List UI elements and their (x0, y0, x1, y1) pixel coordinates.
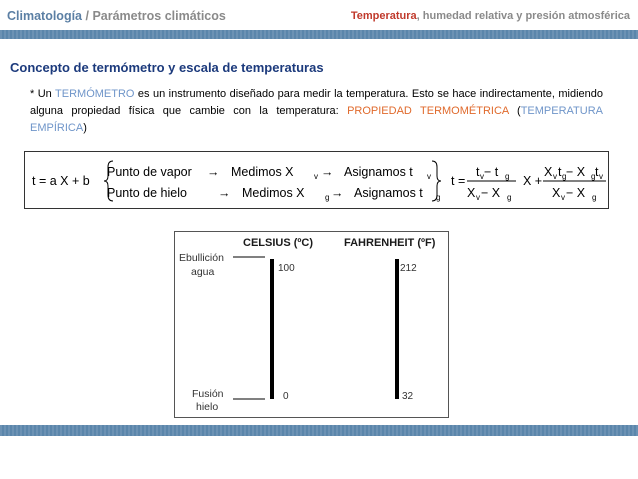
measure-vapor: Medimos X (231, 165, 294, 179)
arrow-icon: → (207, 165, 220, 179)
para-text-4: ) (83, 122, 87, 134)
frac2-num-d-sub: v (599, 172, 603, 181)
freezing-label-2: hielo (196, 401, 219, 413)
definition-paragraph (30, 86, 603, 137)
frac2-num-b-sub: g (562, 172, 567, 181)
frac1-den-op: − X (481, 186, 501, 200)
frac1-den-b-sub: g (507, 193, 512, 202)
frac2-num-c-sub: g (591, 172, 596, 181)
point-hielo: Punto de hielo (107, 186, 187, 200)
frac2-den-b-sub: g (592, 193, 597, 202)
linear-equation: t = a X + b (32, 174, 90, 188)
topic-rest: , humedad relativa y presión atmosférica (416, 10, 630, 22)
term-propiedad-termometrica: PROPIEDAD TERMOMÉTRICA (347, 105, 509, 117)
result-lhs: t = (451, 174, 466, 188)
topic-heading (351, 10, 630, 22)
boiling-label-2: agua (191, 266, 215, 278)
frac2-num-d: t (595, 165, 599, 179)
point-vapor: Punto de vapor (107, 165, 192, 179)
para-text-3: ( (508, 105, 521, 117)
celsius-high-value: 100 (278, 263, 295, 274)
measure-hielo-sub: g (325, 193, 330, 202)
para-text-1: * Un (30, 88, 56, 100)
section-title: Concepto de termómetro y escala de temperaturas (10, 60, 324, 75)
frac1-num-op: − t (484, 165, 499, 179)
frac2-den-a-sub: v (561, 193, 565, 202)
measure-vapor-sub: v (314, 172, 318, 181)
frac1-num-a: t (476, 165, 480, 179)
scale-svg (175, 232, 450, 419)
frac1-num-a-sub: v (480, 172, 484, 181)
arrow-icon: → (218, 186, 231, 200)
assign-hielo-sub: g (436, 193, 441, 202)
frac2-num-a-sub: v (553, 172, 557, 181)
frac2-den-op: − X (566, 186, 586, 200)
formula-svg (25, 152, 610, 210)
frac2-num-b: t (558, 165, 562, 179)
fahrenheit-low-value: 32 (402, 391, 414, 402)
frac1-den-a-sub: v (476, 193, 480, 202)
frac1-den-a: X (467, 186, 476, 200)
topic-accent: Temperatura (350, 10, 417, 22)
frac2-num-a: X (544, 165, 553, 179)
para-text-2: es un instrumento diseñado para medir la temperatura. Esto se hace indirectamente, midiendo alguna propiedad física que cambie con la temperatura: (30, 88, 603, 117)
freezing-label-1: Fusión (192, 388, 224, 400)
assign-vapor: Asignamos t (344, 165, 413, 179)
header (0, 0, 638, 30)
arrow-icon: → (331, 186, 344, 200)
mid-term: X + (523, 174, 543, 188)
fahrenheit-high-value: 212 (400, 263, 417, 274)
footer-bar (0, 425, 638, 436)
fahrenheit-bar (395, 259, 399, 399)
celsius-heading: CELSIUS (ºC) (243, 237, 314, 249)
frac1-num-b-sub: g (505, 172, 510, 181)
measure-hielo: Medimos X (242, 186, 305, 200)
celsius-low-value: 0 (283, 391, 289, 402)
arrow-icon: → (321, 165, 334, 179)
boiling-label-1: Ebullición (179, 252, 224, 264)
fahrenheit-heading: FAHRENHEIT (ºF) (344, 237, 436, 249)
assign-hielo: Asignamos t (354, 186, 423, 200)
formula-box (24, 151, 609, 209)
brand-title[interactable]: Climatología (7, 9, 83, 23)
term-termometro: TERMÓMETRO (55, 88, 135, 100)
term-temperatura-empirica: TEMPERATURA EMPÍRICA (30, 105, 603, 134)
frac2-den-a: X (552, 186, 561, 200)
header-bar (0, 30, 638, 39)
frac2-num-op: − X (566, 165, 586, 179)
celsius-bar (270, 259, 274, 399)
breadcrumb (7, 9, 226, 23)
breadcrumb-subtitle[interactable]: Parámetros climáticos (92, 9, 226, 23)
breadcrumb-separator: / (82, 9, 93, 23)
assign-vapor-sub: v (427, 172, 431, 181)
scale-diagram (174, 231, 449, 418)
